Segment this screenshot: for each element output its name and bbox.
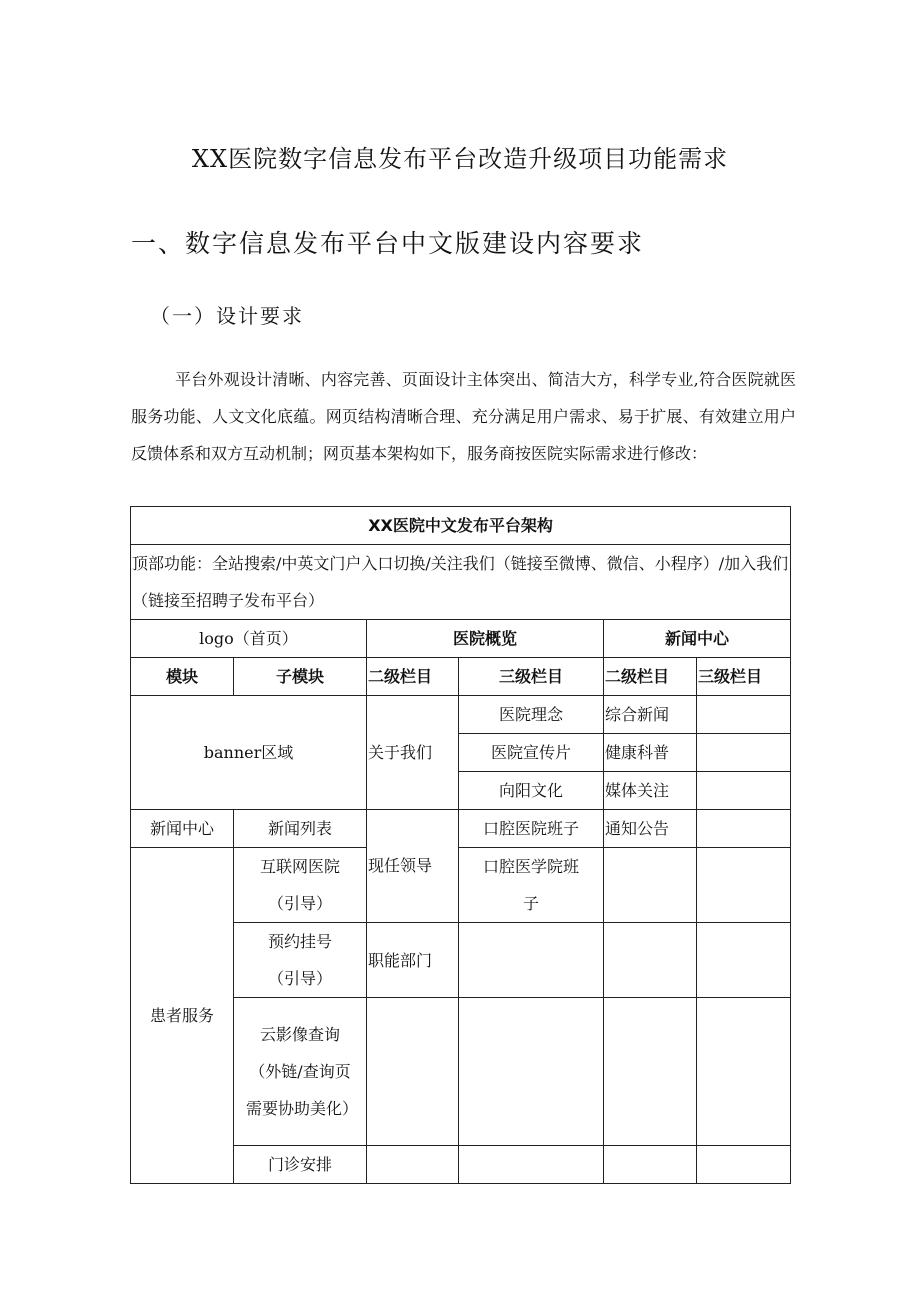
news-item: 综合新闻 [604, 696, 697, 734]
empty-cell [697, 998, 791, 1146]
leadership-cell [367, 810, 459, 923]
empty-cell [697, 810, 791, 848]
column-header: 三级栏目 [459, 658, 604, 696]
empty-cell [604, 998, 697, 1146]
internet-hospital-cell: 互联网医院（引导） [234, 848, 367, 923]
body-paragraph: 平台外观设计清晰、内容完善、页面设计主体突出、简洁大方，科学专业,符合医院就医服务功能、人文文化底蕴。网页结构清晰合理、充分满足用户需求、易于扩展、有效建立用户反馈体系和双方互动机制；网页基本架构如下，服务商按医院实际需求进行修改： [131, 370, 796, 463]
leadership-label: 现任领导 [368, 856, 433, 875]
banner-cell: banner区域 [131, 696, 367, 810]
document-title: XX医院数字信息发布平台改造升级项目功能需求 [191, 145, 729, 173]
patient-service-cell: 患者服务 [131, 848, 234, 1184]
news-item: 媒体关注 [604, 772, 697, 810]
table-caption: XX医院中文发布平台架构 [131, 507, 791, 545]
column-header: 模块 [131, 658, 234, 696]
section-heading: 一、数字信息发布平台中文版建设内容要求 [131, 229, 645, 258]
news-center-cell: 新闻中心 [131, 810, 234, 848]
about-item: 向阳文化 [459, 772, 604, 810]
empty-cell [604, 923, 697, 998]
empty-cell [697, 696, 791, 734]
about-us-cell: 关于我们 [367, 696, 459, 810]
empty-cell [367, 1146, 459, 1184]
functional-depts-cell: 职能部门 [367, 923, 459, 998]
architecture-table [130, 506, 791, 1184]
outpatient-cell: 门诊安排 [234, 1146, 367, 1184]
empty-cell [604, 1146, 697, 1184]
subsection-heading: （一）设计要求 [150, 304, 304, 328]
column-header: 二级栏目 [367, 658, 459, 696]
empty-cell [367, 998, 459, 1146]
cloud-imaging-cell: 云影像查询（外链/查询页需要协助美化） [234, 998, 367, 1146]
news-item: 通知公告 [604, 810, 697, 848]
top-function-row: 顶部功能：全站搜索/中英文门户入口切换/关注我们（链接至微博、微信、小程序）/加入我们（链接至招聘子发布平台） [131, 545, 791, 620]
column-header: 三级栏目 [697, 658, 791, 696]
news-list-cell: 新闻列表 [234, 810, 367, 848]
column-header: 子模块 [234, 658, 367, 696]
news-item: 健康科普 [604, 734, 697, 772]
empty-cell [697, 1146, 791, 1184]
leadership-item: 口腔医学院班子 [459, 848, 604, 923]
empty-cell [697, 848, 791, 923]
about-item: 医院宣传片 [459, 734, 604, 772]
column-header: 二级栏目 [604, 658, 697, 696]
appointment-cell: 预约挂号（引导） [234, 923, 367, 998]
leadership-item: 口腔医院班子 [459, 810, 604, 848]
empty-cell [459, 998, 604, 1146]
empty-cell [697, 772, 791, 810]
group-header-news: 新闻中心 [604, 620, 791, 658]
empty-cell [697, 734, 791, 772]
empty-cell [697, 923, 791, 998]
empty-cell [459, 923, 604, 998]
about-item: 医院理念 [459, 696, 604, 734]
empty-cell [459, 1146, 604, 1184]
group-header-logo: logo（首页） [131, 620, 367, 658]
empty-cell [604, 848, 697, 923]
group-header-overview: 医院概览 [367, 620, 604, 658]
